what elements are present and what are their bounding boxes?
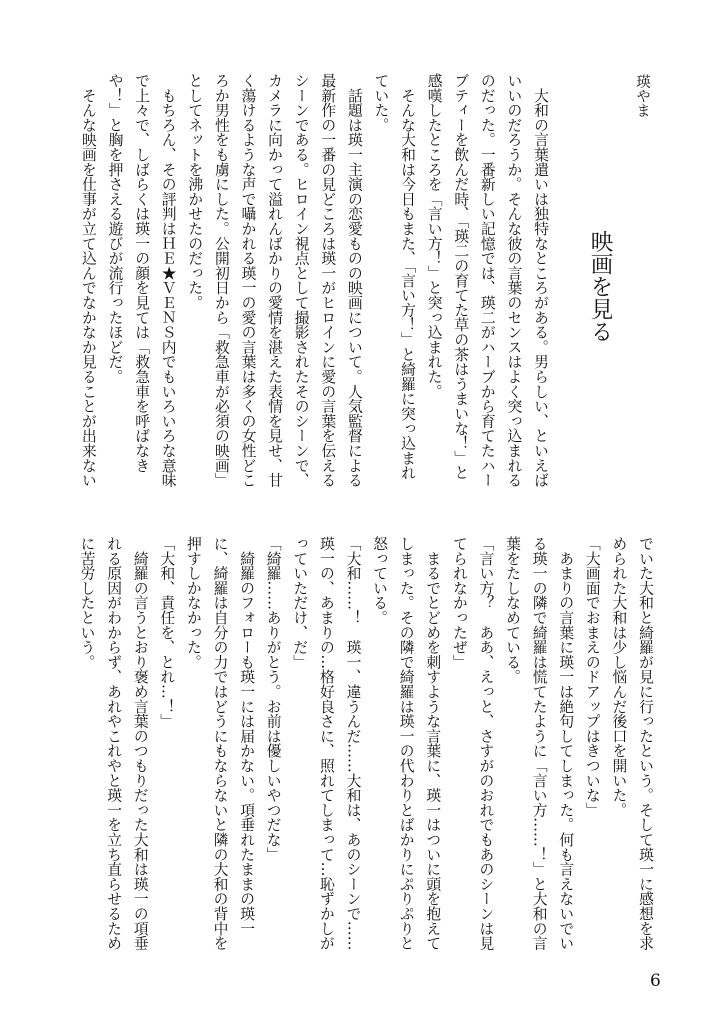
text-column: そんな大和は今日もまた、「言い方！」と綺羅に突っ込まれ <box>399 73 417 480</box>
text-column: 綺羅のフォローも瑛一には届かない。項垂れたままの瑛一 <box>238 536 256 936</box>
text-column: カメラに向かって溢れんばかりの愛情を湛えた表情を見せ、甘 <box>266 73 284 488</box>
text-column: 「大画面でおまえのドアップはきついな」 <box>583 536 601 818</box>
text-column: 「言い方？ ああ、えっと、さすがのおれでもあのシーンは見 <box>477 536 495 951</box>
text-column: 話題は瑛一主演の恋愛ものの映画について。人気監督による <box>345 73 363 488</box>
text-column: いいのだろうか。そんな彼の言葉のセンスはよく突っ込まれる <box>505 73 523 488</box>
text-column: 瑛一の、あまりの…格好良さに、照れてしまって…恥ずかしが <box>317 536 335 951</box>
text-column: もちろん、その評判はＨＥ★ＶＥＮＳ内でもいろいろな意味 <box>159 73 177 488</box>
text-column: しまった。その隣で綺羅は瑛一の代わりとばかりにぷりぷりと <box>397 536 415 951</box>
text-column: そんな映画を仕事が立て込んでなかなか見ることが出来ない <box>79 73 97 488</box>
text-block-lower <box>73 536 658 956</box>
text-column: てられなかったぜ」 <box>450 536 468 670</box>
text-column: く蕩けるような声で囁かれる瑛一の愛の言葉は多くの女性どこ <box>239 73 257 488</box>
text-column: 押すしかなかった。 <box>184 536 202 670</box>
text-column: のだった。一番新しい記憶では、瑛二がハーブから育てたハー <box>478 73 496 488</box>
text-column: シーンである。ヒロイン視点として撮影されたそのシーンで、 <box>292 73 310 488</box>
text-column: る瑛一の隣で綺羅は慌てたように「言い方……！」と大和の言 <box>530 536 548 951</box>
text-column: ていた。 <box>372 73 390 133</box>
text-column: ブティーを飲んだ時、「瑛二の育てた草の茶はうまいな！」と <box>452 73 470 480</box>
text-column: 怒っている。 <box>371 536 389 625</box>
text-column: 「綺羅……ありがとう。お前は優しいやつだな」 <box>264 536 282 862</box>
text-column: っていただけ、だ」 <box>291 536 309 670</box>
text-column: められた大和は少し悩んだ後口を開いた。 <box>610 536 628 818</box>
text-column: に苦労したという。 <box>78 536 96 670</box>
text-column: ろか男性をも虜にした。公開初日から「救急車が必須の映画」 <box>212 73 230 488</box>
author-name: 瑛やま <box>634 74 650 118</box>
text-column: あまりの言葉に瑛一は絶句してしまった。何も言えないでい <box>557 536 575 951</box>
text-column: 感嘆したところを「言い方！」と突っ込まれた。 <box>425 73 443 399</box>
story-title: 映画を見る <box>587 230 613 343</box>
text-column: れる原因がわからず、あれやこれやと瑛一を立ち直らせるため <box>105 536 123 951</box>
text-column: や！」と胸を押さえる遊びが流行ったほどだ。 <box>106 73 124 384</box>
text-column: 綺羅の言うとおり褒め言葉のつもりだった大和は瑛一の項垂 <box>131 536 149 951</box>
text-block-upper <box>74 73 553 493</box>
text-column: としてネットを沸かせたのだった。 <box>186 73 204 310</box>
text-column: 最新作の一番の見どころは瑛一がヒロインに愛の言葉を伝える <box>319 73 337 488</box>
text-column: まるでとどめを刺すような言葉に、瑛一はついに頭を抱えて <box>424 536 442 951</box>
text-column: に、綺羅は自分の力ではどうにもならないと隣の大和の背中を <box>211 536 229 951</box>
text-column: 大和の言葉遣いは独特なところがある。男らしい、といえば <box>532 73 549 488</box>
text-column: でいた大和と綺羅が見に行ったという。そして瑛一に感想を求 <box>637 536 654 951</box>
text-column: 「大和、責任を、とれ…！」 <box>158 536 176 729</box>
text-column: で上々で、しばらくは瑛一の顔を見ては「救急車を呼ばなき <box>133 73 151 473</box>
text-column: 「大和……！ 瑛一、違うんだ……大和は、あのシーンで…… <box>344 536 362 951</box>
text-column: 葉をたしなめている。 <box>504 536 522 684</box>
page-number: 6 <box>650 971 661 991</box>
